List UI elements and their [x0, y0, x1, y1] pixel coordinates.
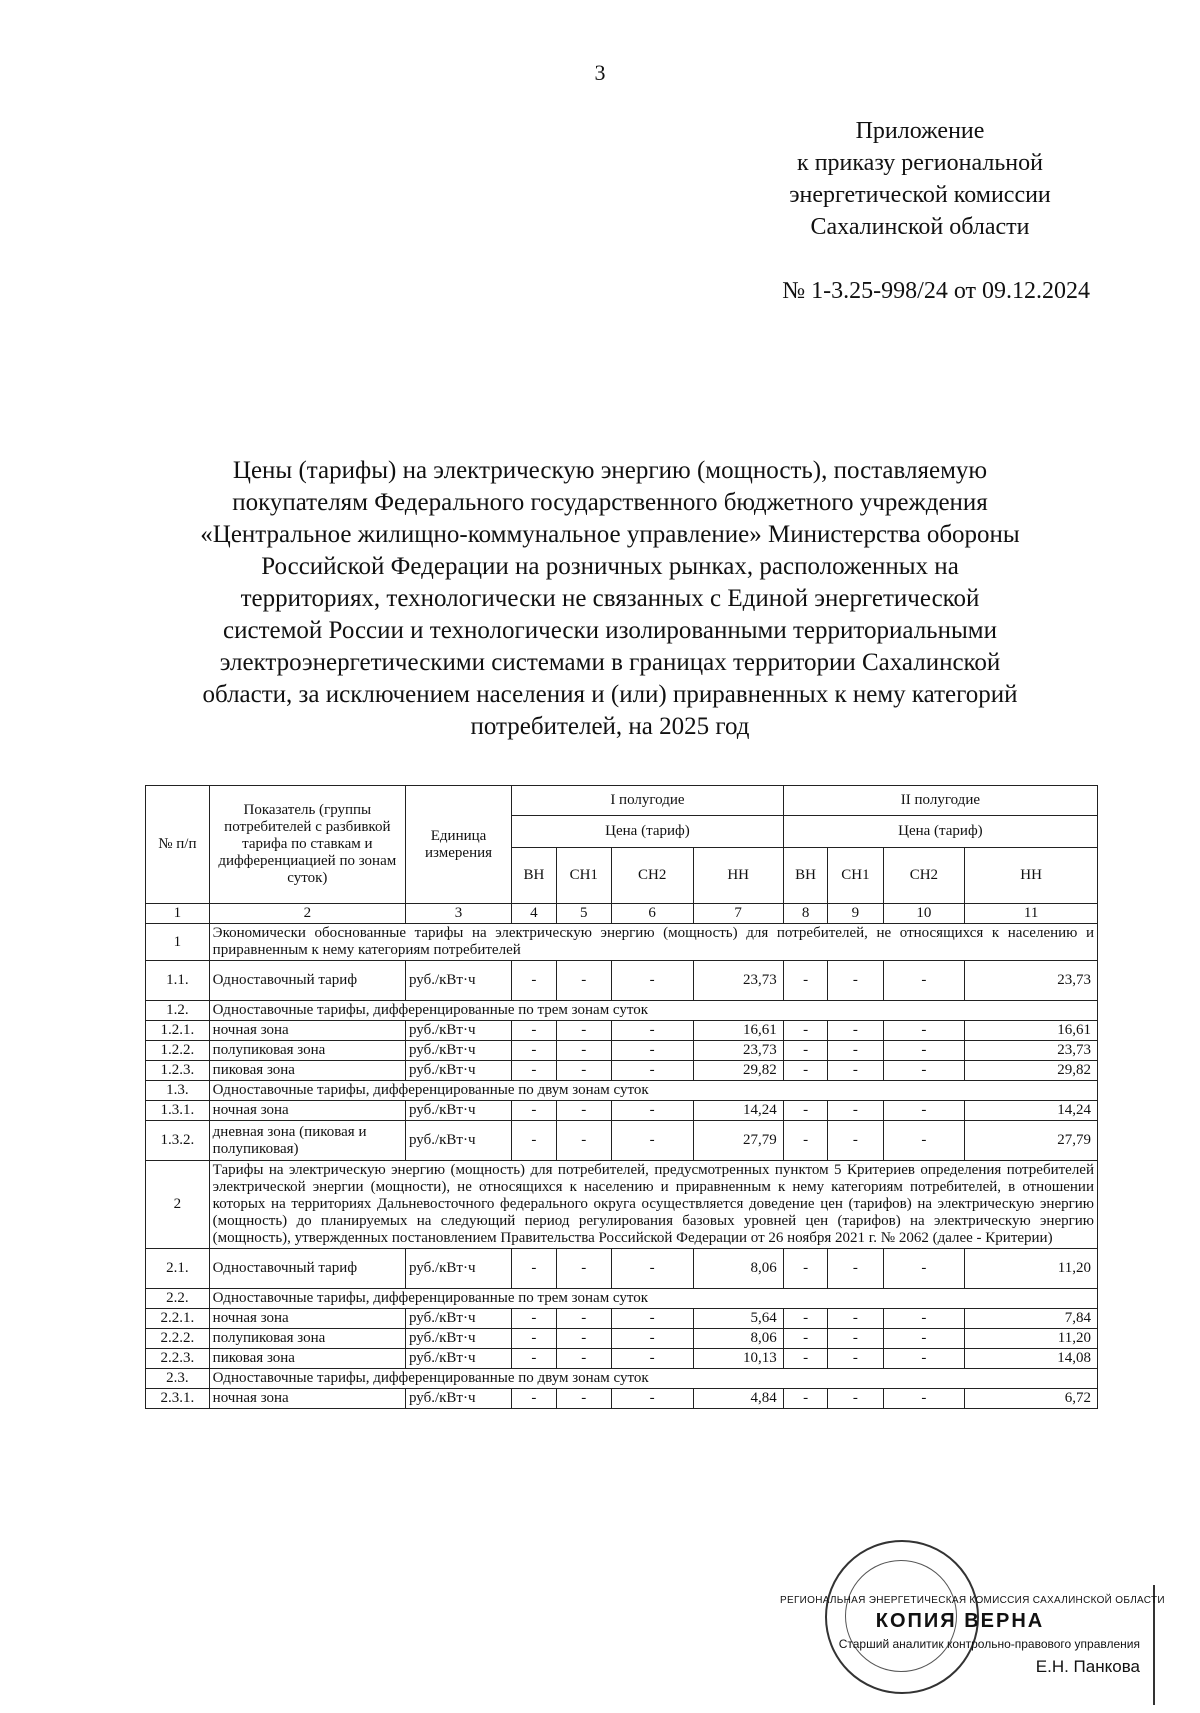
empty-cell: -	[783, 1021, 828, 1041]
row-number: 2.2.3.	[146, 1349, 210, 1369]
subsection-title: Одноставочные тарифы, дифференцированные по двум зонам суток	[209, 1369, 1097, 1389]
empty-cell: -	[512, 1349, 557, 1369]
row-number: 2.2.	[146, 1289, 210, 1309]
section-title: Экономически обоснованные тарифы на электрическую энергию (мощность) для потребителей, не относящихся к населению и приравненным к нему категориям потребителей	[209, 924, 1097, 961]
empty-cell: -	[828, 1041, 883, 1061]
row-unit: руб./кВт·ч	[405, 1041, 511, 1061]
row-label: ночная зона	[209, 1309, 405, 1329]
empty-cell: -	[556, 1061, 611, 1081]
column-number: 9	[828, 904, 883, 924]
empty-cell: -	[828, 961, 883, 1001]
row-label: ночная зона	[209, 1101, 405, 1121]
subsection-row	[146, 1081, 1098, 1101]
appendix-line: Сахалинской области	[810, 214, 1030, 240]
empty-cell: -	[611, 1021, 693, 1041]
empty-cell: -	[783, 1329, 828, 1349]
column-number: 3	[405, 904, 511, 924]
col-header-level: ВН	[512, 848, 557, 904]
empty-cell: -	[556, 1121, 611, 1161]
empty-cell: -	[883, 1041, 965, 1061]
empty-cell: -	[783, 961, 828, 1001]
col-header-level: СН1	[828, 848, 883, 904]
empty-cell: -	[883, 1349, 965, 1369]
certification-position: Старший аналитик контрольно-правового управления	[838, 1637, 1140, 1651]
title-line: области, за исключением населения и (или) приравненных к нему категорий	[202, 681, 1018, 708]
empty-cell: -	[556, 1349, 611, 1369]
row-unit: руб./кВт·ч	[405, 1329, 511, 1349]
price-value: 27,79	[693, 1121, 783, 1161]
document-title	[140, 455, 1080, 743]
empty-cell: -	[512, 1249, 557, 1289]
empty-cell: -	[883, 1121, 965, 1161]
certification-organization: РЕГИОНАЛЬНАЯ ЭНЕРГЕТИЧЕСКАЯ КОМИССИЯ САХАЛИНСКОЙ ОБЛАСТИ	[780, 1595, 1165, 1606]
col-header-price: Цена (тариф)	[783, 816, 1097, 848]
table-row	[146, 1389, 1098, 1409]
price-value: 16,61	[693, 1021, 783, 1041]
table-row	[146, 1061, 1098, 1081]
row-number: 2.2.1.	[146, 1309, 210, 1329]
row-number: 2.1.	[146, 1249, 210, 1289]
empty-cell: -	[828, 1349, 883, 1369]
col-header-indicator: Показатель (группы потребителей с разбивкой тарифа по ставкам и дифференциацией по зонам суток)	[209, 786, 405, 904]
row-number: 1.3.2.	[146, 1121, 210, 1161]
price-value: 8,06	[693, 1249, 783, 1289]
column-number: 10	[883, 904, 965, 924]
certification-block	[780, 1595, 1165, 1677]
price-value: 23,73	[965, 961, 1098, 1001]
price-value: 5,64	[693, 1309, 783, 1329]
empty-cell: -	[883, 1101, 965, 1121]
title-line: Цены (тарифы) на электрическую энергию (мощность), поставляемую	[232, 457, 988, 484]
price-value: 16,61	[965, 1021, 1098, 1041]
row-unit: руб./кВт·ч	[405, 1101, 511, 1121]
empty-cell: -	[556, 961, 611, 1001]
empty-cell: -	[556, 1389, 611, 1409]
empty-cell: -	[611, 1249, 693, 1289]
col-header-level: ВН	[783, 848, 828, 904]
empty-cell: -	[783, 1041, 828, 1061]
appendix-block	[755, 115, 1085, 243]
empty-cell: -	[783, 1121, 828, 1161]
empty-cell: -	[883, 1389, 965, 1409]
price-value: 11,20	[965, 1249, 1098, 1289]
empty-cell: -	[611, 1041, 693, 1061]
column-number: 1	[146, 904, 210, 924]
column-number: 7	[693, 904, 783, 924]
price-value: 23,73	[693, 1041, 783, 1061]
section-row	[146, 924, 1098, 961]
price-value: 6,72	[965, 1389, 1098, 1409]
empty-cell: -	[556, 1101, 611, 1121]
empty-cell: -	[512, 1309, 557, 1329]
row-number: 2.3.1.	[146, 1389, 210, 1409]
table-row	[146, 1349, 1098, 1369]
empty-cell: -	[828, 1061, 883, 1081]
appendix-line: к приказу региональной	[797, 150, 1043, 176]
title-line: покупателям Федерального государственного бюджетного учреждения	[232, 489, 988, 516]
row-number: 1.3.	[146, 1081, 210, 1101]
empty-cell: -	[828, 1329, 883, 1349]
empty-cell: -	[512, 1041, 557, 1061]
table-row	[146, 961, 1098, 1001]
empty-cell: -	[783, 1101, 828, 1121]
row-unit: руб./кВт·ч	[405, 1349, 511, 1369]
subsection-row	[146, 1001, 1098, 1021]
empty-cell: -	[783, 1389, 828, 1409]
empty-cell: -	[611, 961, 693, 1001]
page-number: 3	[594, 60, 606, 85]
subsection-title: Одноставочные тарифы, дифференцированные по трем зонам суток	[209, 1289, 1097, 1309]
empty-cell: -	[556, 1021, 611, 1041]
col-header-level: НН	[693, 848, 783, 904]
subsection-title: Одноставочные тарифы, дифференцированные по трем зонам суток	[209, 1001, 1097, 1021]
title-line: территориях, технологически не связанных с Единой энергетической	[240, 585, 980, 612]
subsection-title: Одноставочные тарифы, дифференцированные по двум зонам суток	[209, 1081, 1097, 1101]
empty-cell: -	[611, 1349, 693, 1369]
table-row	[146, 1249, 1098, 1289]
col-header-num: № п/п	[146, 786, 210, 904]
row-unit: руб./кВт·ч	[405, 1249, 511, 1289]
table-row	[146, 1101, 1098, 1121]
row-unit: руб./кВт·ч	[405, 1061, 511, 1081]
order-number: № 1-3.25-998/24 от 09.12.2024	[782, 278, 1090, 304]
appendix-line: энергетической комиссии	[789, 182, 1051, 208]
col-header-half1: I полугодие	[512, 786, 784, 816]
price-value: 10,13	[693, 1349, 783, 1369]
row-number: 2	[146, 1161, 210, 1249]
row-number: 1	[146, 924, 210, 961]
price-value: 23,73	[965, 1041, 1098, 1061]
title-line: системой России и технологически изолированными территориальными	[223, 617, 997, 644]
title-line: «Центральное жилищно-коммунальное управление» Министерства обороны	[200, 521, 1020, 548]
col-header-level: СН1	[556, 848, 611, 904]
price-value: 29,82	[965, 1061, 1098, 1081]
column-number: 4	[512, 904, 557, 924]
empty-cell: -	[556, 1041, 611, 1061]
empty-cell: -	[611, 1121, 693, 1161]
column-number: 5	[556, 904, 611, 924]
row-number: 2.2.2.	[146, 1329, 210, 1349]
empty-cell: -	[783, 1249, 828, 1289]
price-value: 11,20	[965, 1329, 1098, 1349]
price-value: 8,06	[693, 1329, 783, 1349]
column-number: 11	[965, 904, 1098, 924]
certification-name: Е.Н. Панкова	[1035, 1657, 1140, 1676]
empty-cell: -	[883, 1021, 965, 1041]
empty-cell: -	[783, 1061, 828, 1081]
appendix-line: Приложение	[855, 118, 985, 144]
row-number: 2.3.	[146, 1369, 210, 1389]
row-label: Одноставочный тариф	[209, 961, 405, 1001]
empty-cell: -	[611, 1309, 693, 1329]
empty-cell: -	[512, 1021, 557, 1041]
empty-cell: -	[883, 1249, 965, 1289]
empty-cell: -	[783, 1349, 828, 1369]
col-header-half2: II полугодие	[783, 786, 1097, 816]
title-line: электроэнергетическими системами в границах территории Сахалинской	[219, 649, 1001, 676]
col-header-level: СН2	[883, 848, 965, 904]
row-label: полупиковая зона	[209, 1329, 405, 1349]
title-line: Российской Федерации на розничных рынках, расположенных на	[261, 553, 959, 580]
price-value: 23,73	[693, 961, 783, 1001]
row-unit: руб./кВт·ч	[405, 1309, 511, 1329]
row-label: дневная зона (пиковая и полупиковая)	[209, 1121, 405, 1161]
empty-cell: -	[512, 1101, 557, 1121]
row-label: пиковая зона	[209, 1349, 405, 1369]
price-value: 14,24	[965, 1101, 1098, 1121]
empty-cell: -	[828, 1249, 883, 1289]
col-header-level: НН	[965, 848, 1098, 904]
price-value: 7,84	[965, 1309, 1098, 1329]
empty-cell: -	[512, 1389, 557, 1409]
title-line: потребителей, на 2025 год	[470, 713, 750, 740]
empty-cell: -	[512, 1061, 557, 1081]
price-value: 14,08	[965, 1349, 1098, 1369]
table-row	[146, 1121, 1098, 1161]
empty-cell: -	[556, 1249, 611, 1289]
column-number: 6	[611, 904, 693, 924]
empty-cell: -	[611, 1389, 693, 1409]
empty-cell: -	[828, 1021, 883, 1041]
price-value: 4,84	[693, 1389, 783, 1409]
empty-cell: -	[828, 1309, 883, 1329]
row-label: ночная зона	[209, 1021, 405, 1041]
empty-cell: -	[883, 1061, 965, 1081]
col-header-price: Цена (тариф)	[512, 816, 784, 848]
empty-cell: -	[828, 1101, 883, 1121]
table-row	[146, 1041, 1098, 1061]
empty-cell: -	[611, 1101, 693, 1121]
row-unit: руб./кВт·ч	[405, 961, 511, 1001]
row-number: 1.2.	[146, 1001, 210, 1021]
row-number: 1.2.2.	[146, 1041, 210, 1061]
section-title: Тарифы на электрическую энергию (мощность) для потребителей, предусмотренных пунктом 5 Критериев определения потребителей электрической энергии (мощности), не относящихся к населению и приравненным к нему категориям потребителей, в отношении которых на территориях Дальневосточного федерального округа осуществляется доведение цен (тарифов) на электрическую энергию (мощность) до планируемых на следующий период регулирования базовых уровней цен (тарифов) на электрическую энергию (мощность), утвержденных постановлением Правительства Российской Федерации от 26 ноября 2021 г. № 2062 (далее - Критерии)	[209, 1161, 1097, 1249]
col-header-level: СН2	[611, 848, 693, 904]
empty-cell: -	[883, 1309, 965, 1329]
row-label: Одноставочный тариф	[209, 1249, 405, 1289]
column-number: 8	[783, 904, 828, 924]
empty-cell: -	[611, 1061, 693, 1081]
row-number: 1.3.1.	[146, 1101, 210, 1121]
price-value: 27,79	[965, 1121, 1098, 1161]
empty-cell: -	[512, 1121, 557, 1161]
row-unit: руб./кВт·ч	[405, 1021, 511, 1041]
table-row	[146, 1329, 1098, 1349]
empty-cell: -	[883, 961, 965, 1001]
row-number: 1.2.1.	[146, 1021, 210, 1041]
empty-cell: -	[828, 1121, 883, 1161]
price-value: 29,82	[693, 1061, 783, 1081]
subsection-row	[146, 1289, 1098, 1309]
section-row	[146, 1161, 1098, 1249]
subsection-row	[146, 1369, 1098, 1389]
empty-cell: -	[512, 1329, 557, 1349]
table-row	[146, 1309, 1098, 1329]
price-value: 14,24	[693, 1101, 783, 1121]
row-unit: руб./кВт·ч	[405, 1121, 511, 1161]
row-number: 1.1.	[146, 961, 210, 1001]
table-row	[146, 1021, 1098, 1041]
empty-cell: -	[556, 1329, 611, 1349]
certification-stamp-word: КОПИЯ ВЕРНА	[875, 1610, 1045, 1632]
empty-cell: -	[828, 1389, 883, 1409]
column-number: 2	[209, 904, 405, 924]
row-unit: руб./кВт·ч	[405, 1389, 511, 1409]
empty-cell: -	[883, 1329, 965, 1349]
tariff-table	[145, 785, 1098, 1409]
empty-cell: -	[611, 1329, 693, 1349]
empty-cell: -	[556, 1309, 611, 1329]
col-header-unit: Единица измерения	[405, 786, 511, 904]
row-label: полупиковая зона	[209, 1041, 405, 1061]
row-number: 1.2.3.	[146, 1061, 210, 1081]
empty-cell: -	[512, 961, 557, 1001]
row-label: пиковая зона	[209, 1061, 405, 1081]
row-label: ночная зона	[209, 1389, 405, 1409]
empty-cell: -	[783, 1309, 828, 1329]
